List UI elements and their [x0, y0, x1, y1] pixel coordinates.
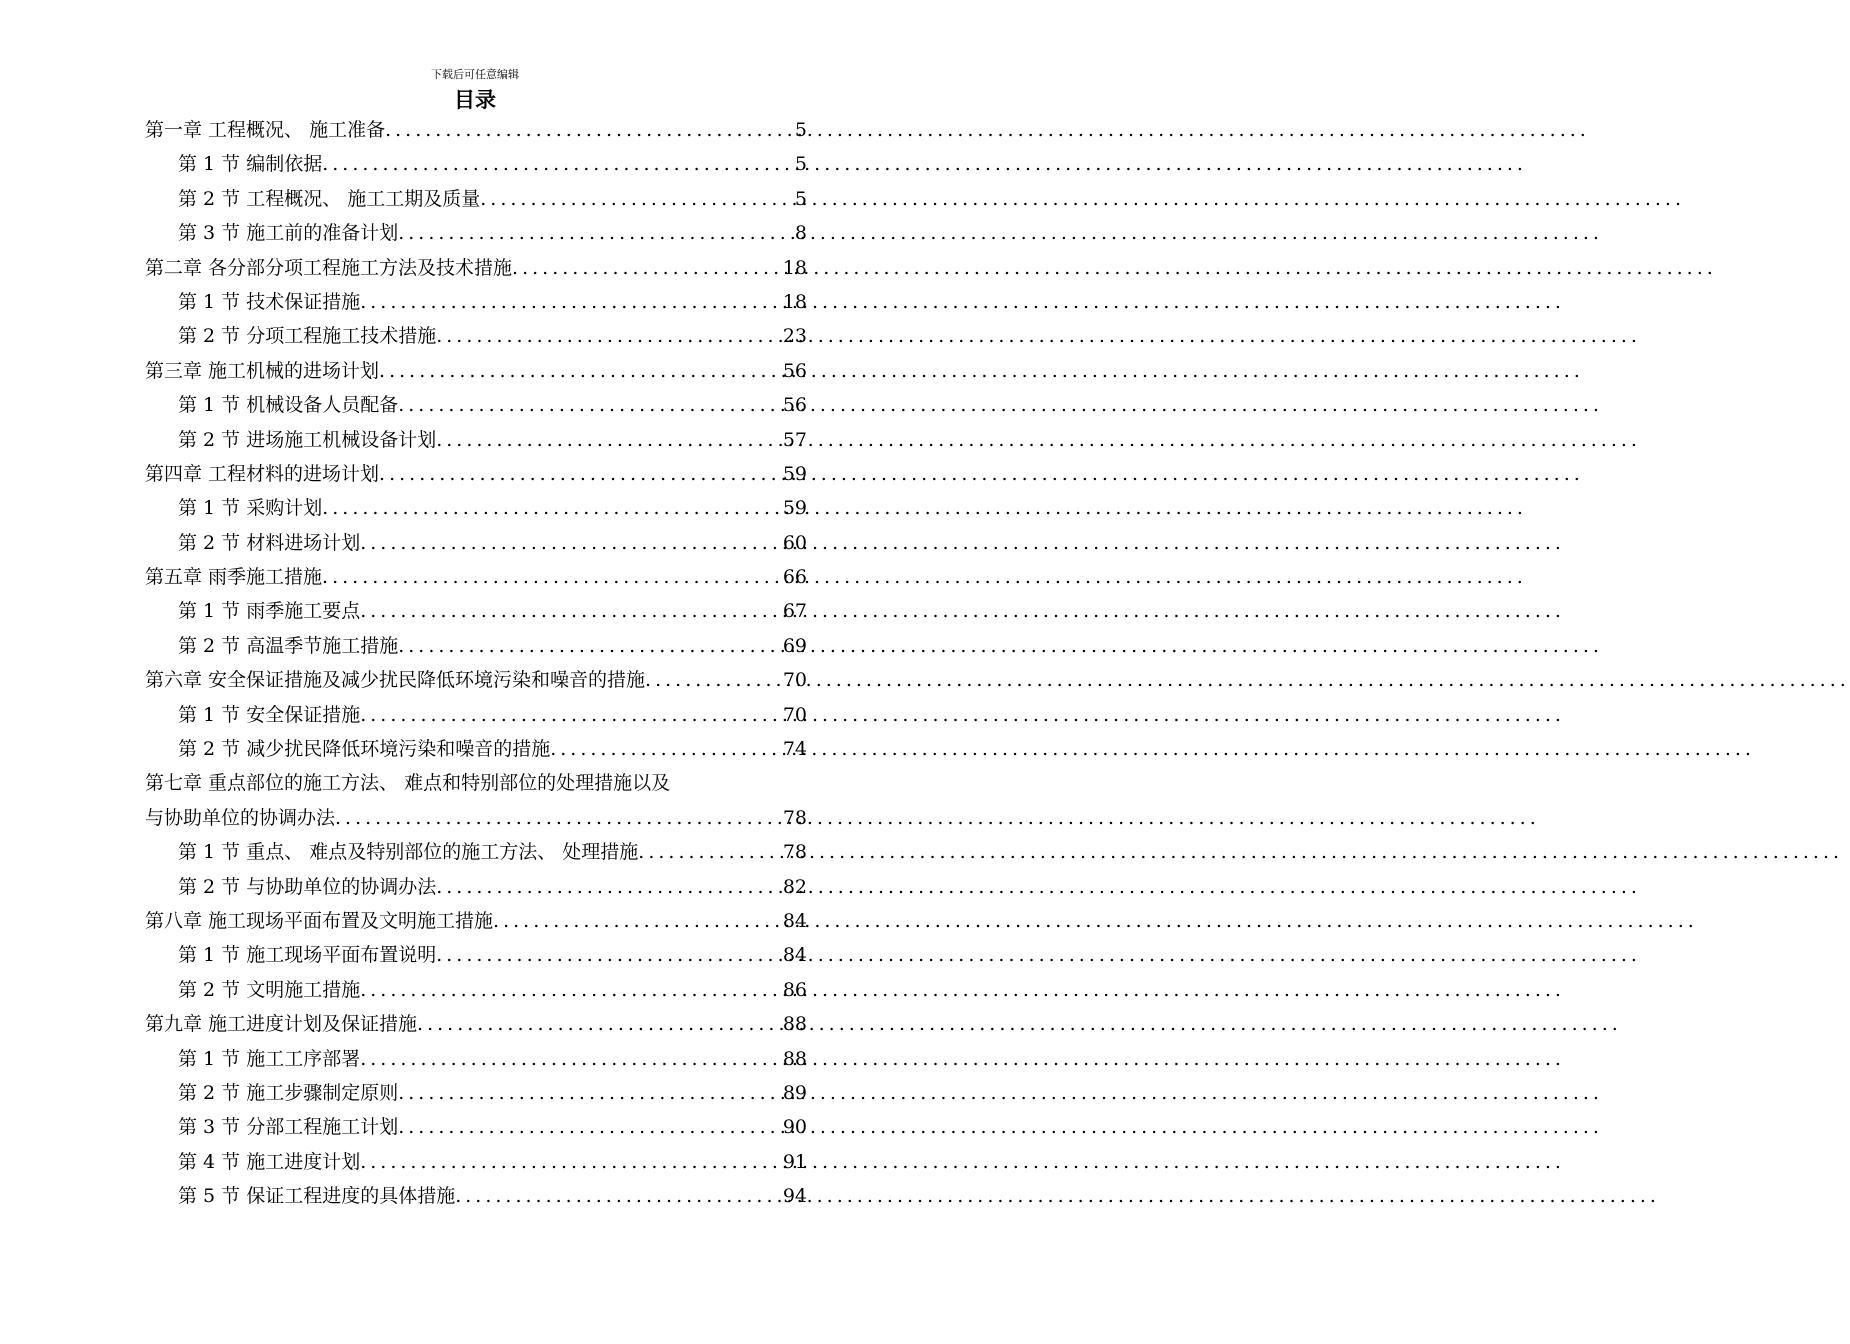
dot-leader — [379, 457, 783, 491]
toc-chapter-entry[interactable] — [145, 113, 807, 147]
dot-leader — [436, 870, 783, 904]
dot-leader — [480, 182, 795, 216]
dot-leader — [493, 904, 783, 938]
toc-section-entry[interactable] — [145, 423, 807, 457]
toc-section-entry[interactable] — [145, 698, 807, 732]
toc-chapter-entry[interactable] — [145, 766, 807, 800]
dot-leader — [360, 973, 783, 1007]
toc-section-entry[interactable] — [145, 594, 807, 628]
toc-page-number: 5 — [794, 119, 807, 141]
dot-leader — [398, 1110, 783, 1144]
toc-page-number: 88 — [782, 1013, 807, 1036]
toc-entry-label: 第七章 重点部位的施工方法、 难点和特别部位的处理措施以及 — [145, 772, 671, 795]
toc-entry-label: 第 3 节 分部工程施工计划 — [178, 1116, 399, 1139]
toc-entry-label: 第 2 节 与协助单位的协调办法 — [178, 875, 437, 898]
dot-leader — [335, 801, 783, 835]
toc-page-number: 86 — [782, 978, 807, 1001]
dot-leader — [436, 319, 783, 353]
toc-page-number: 90 — [782, 1116, 807, 1139]
toc-section-entry[interactable] — [145, 1110, 807, 1144]
toc-entry-label: 第 4 节 施工进度计划 — [178, 1150, 361, 1173]
toc-page-number: 94 — [782, 1185, 807, 1208]
toc-entry-label: 第四章 工程材料的进场计划 — [145, 462, 380, 485]
toc-page-number: 59 — [782, 497, 807, 520]
toc-page-number: 57 — [782, 428, 807, 451]
toc-page-number: 66 — [782, 566, 807, 589]
toc-chapter-entry[interactable] — [145, 251, 807, 285]
toc-chapter-entry[interactable] — [145, 904, 807, 938]
toc-page-number: 89 — [782, 1081, 807, 1104]
toc-page-number: 74 — [782, 738, 807, 761]
toc-section-entry[interactable] — [145, 1042, 807, 1076]
toc-section-entry[interactable] — [145, 1145, 807, 1179]
toc-entry-label: 第 2 节 材料进场计划 — [178, 531, 361, 554]
dot-leader — [638, 835, 783, 869]
dot-leader — [398, 388, 783, 422]
toc-page-number: 70 — [782, 669, 807, 692]
toc-entry-label: 第 1 节 编制依据 — [178, 153, 323, 176]
toc-entry-label: 第 2 节 分项工程施工技术措施 — [178, 325, 437, 348]
dot-leader — [360, 1042, 783, 1076]
toc-entry-label: 第 1 节 采购计划 — [178, 497, 323, 520]
toc-entry-label: 第二章 各分部分项工程施工方法及技术措施 — [145, 256, 513, 279]
toc-section-entry[interactable] — [145, 1179, 807, 1213]
toc-section-entry[interactable] — [145, 973, 807, 1007]
toc-page-number: 8 — [794, 222, 807, 245]
table-of-contents — [145, 113, 807, 1214]
download-note: 下载后可任意编辑 — [431, 68, 519, 81]
toc-page-number: 56 — [782, 359, 807, 382]
toc-title: 目录 — [454, 88, 496, 112]
dot-leader — [398, 1076, 783, 1110]
toc-section-entry[interactable] — [145, 147, 807, 181]
dot-leader — [322, 147, 795, 181]
dot-leader — [360, 526, 783, 560]
toc-entry-label: 第三章 施工机械的进场计划 — [145, 359, 380, 382]
toc-page-number: 23 — [782, 325, 807, 348]
toc-entry-label: 第一章 工程概况、 施工准备 — [145, 119, 386, 141]
toc-entry-label: 第 1 节 施工现场平面布置说明 — [178, 944, 437, 967]
toc-section-entry[interactable] — [145, 629, 807, 663]
toc-chapter-entry[interactable] — [145, 801, 807, 835]
toc-entry-label: 第 1 节 施工工序部署 — [178, 1047, 361, 1070]
toc-page-number: 5 — [794, 153, 807, 176]
toc-page-number: 91 — [782, 1150, 807, 1173]
dot-leader — [550, 732, 783, 766]
toc-page-number: 69 — [782, 634, 807, 657]
dot-leader — [417, 1007, 783, 1041]
toc-chapter-entry[interactable] — [145, 354, 807, 388]
dot-leader — [645, 663, 783, 697]
toc-page-number: 82 — [782, 875, 807, 898]
toc-entry-label: 第 5 节 保证工程进度的具体措施 — [178, 1185, 456, 1208]
toc-entry-label: 第 3 节 施工前的准备计划 — [178, 222, 399, 245]
toc-entry-label: 第五章 雨季施工措施 — [145, 566, 323, 589]
toc-section-entry[interactable] — [145, 526, 807, 560]
toc-chapter-entry[interactable] — [145, 560, 807, 594]
dot-leader — [360, 698, 783, 732]
toc-page-number: 84 — [782, 909, 807, 932]
toc-page-number: 88 — [782, 1047, 807, 1070]
toc-page-number: 59 — [782, 462, 807, 485]
toc-page-number: 60 — [782, 531, 807, 554]
toc-page-number: 84 — [782, 944, 807, 967]
toc-section-entry[interactable] — [145, 835, 807, 869]
toc-page-number: 78 — [782, 806, 807, 829]
toc-entry-label: 第 1 节 技术保证措施 — [178, 290, 361, 313]
dot-leader — [322, 560, 783, 594]
toc-chapter-entry[interactable] — [145, 457, 807, 491]
toc-section-entry[interactable] — [145, 388, 807, 422]
toc-entry-label: 第九章 施工进度计划及保证措施 — [145, 1013, 418, 1036]
toc-chapter-entry[interactable] — [145, 663, 807, 697]
toc-section-entry[interactable] — [145, 216, 807, 250]
dot-leader — [322, 491, 783, 525]
toc-entry-label: 第 2 节 工程概况、 施工工期及质量 — [178, 187, 481, 210]
dot-leader — [385, 113, 795, 147]
dot-leader — [398, 629, 783, 663]
toc-entry-label: 第八章 施工现场平面布置及文明施工措施 — [145, 909, 494, 932]
toc-entry-label: 第 1 节 安全保证措施 — [178, 703, 361, 726]
toc-entry-label: 第 2 节 进场施工机械设备计划 — [178, 428, 437, 451]
toc-chapter-entry[interactable] — [145, 1007, 807, 1041]
toc-entry-label: 第 2 节 施工步骤制定原则 — [178, 1081, 399, 1104]
dot-leader — [398, 216, 795, 250]
toc-section-entry[interactable] — [145, 182, 807, 216]
toc-section-entry[interactable] — [145, 285, 807, 319]
toc-entry-label: 第 2 节 文明施工措施 — [178, 978, 361, 1001]
dot-leader — [436, 938, 783, 972]
toc-page-number: 67 — [782, 600, 807, 623]
toc-section-entry[interactable] — [145, 1076, 807, 1110]
toc-section-entry[interactable] — [145, 870, 807, 904]
dot-leader — [512, 251, 783, 285]
dot-leader — [436, 423, 783, 457]
toc-entry-label: 第 1 节 机械设备人员配备 — [178, 394, 399, 417]
toc-entry-label: 第六章 安全保证措施及减少扰民降低环境污染和噪音的措施 — [145, 669, 646, 692]
dot-leader — [360, 285, 783, 319]
dot-leader — [379, 354, 783, 388]
toc-entry-label: 第 2 节 减少扰民降低环境污染和噪音的措施 — [178, 738, 551, 761]
toc-page-number: 18 — [782, 290, 807, 313]
toc-entry-label: 第 2 节 高温季节施工措施 — [178, 634, 399, 657]
toc-page-number: 18 — [782, 256, 807, 279]
toc-entry-label: 第 1 节 雨季施工要点 — [178, 600, 361, 623]
dot-leader — [360, 1145, 783, 1179]
toc-page-number: 78 — [782, 841, 807, 864]
toc-page-number: 56 — [782, 394, 807, 417]
toc-entry-label: 与协助单位的协调办法 — [145, 806, 336, 829]
toc-section-entry[interactable] — [145, 491, 807, 525]
toc-section-entry[interactable] — [145, 732, 807, 766]
toc-entry-label: 第 1 节 重点、 难点及特别部位的施工方法、 处理措施 — [178, 841, 639, 864]
toc-section-entry[interactable] — [145, 319, 807, 353]
toc-page-number: 5 — [794, 187, 807, 210]
toc-page-number: 70 — [782, 703, 807, 726]
dot-leader — [360, 594, 783, 628]
dot-leader — [455, 1179, 783, 1213]
toc-section-entry[interactable] — [145, 938, 807, 972]
